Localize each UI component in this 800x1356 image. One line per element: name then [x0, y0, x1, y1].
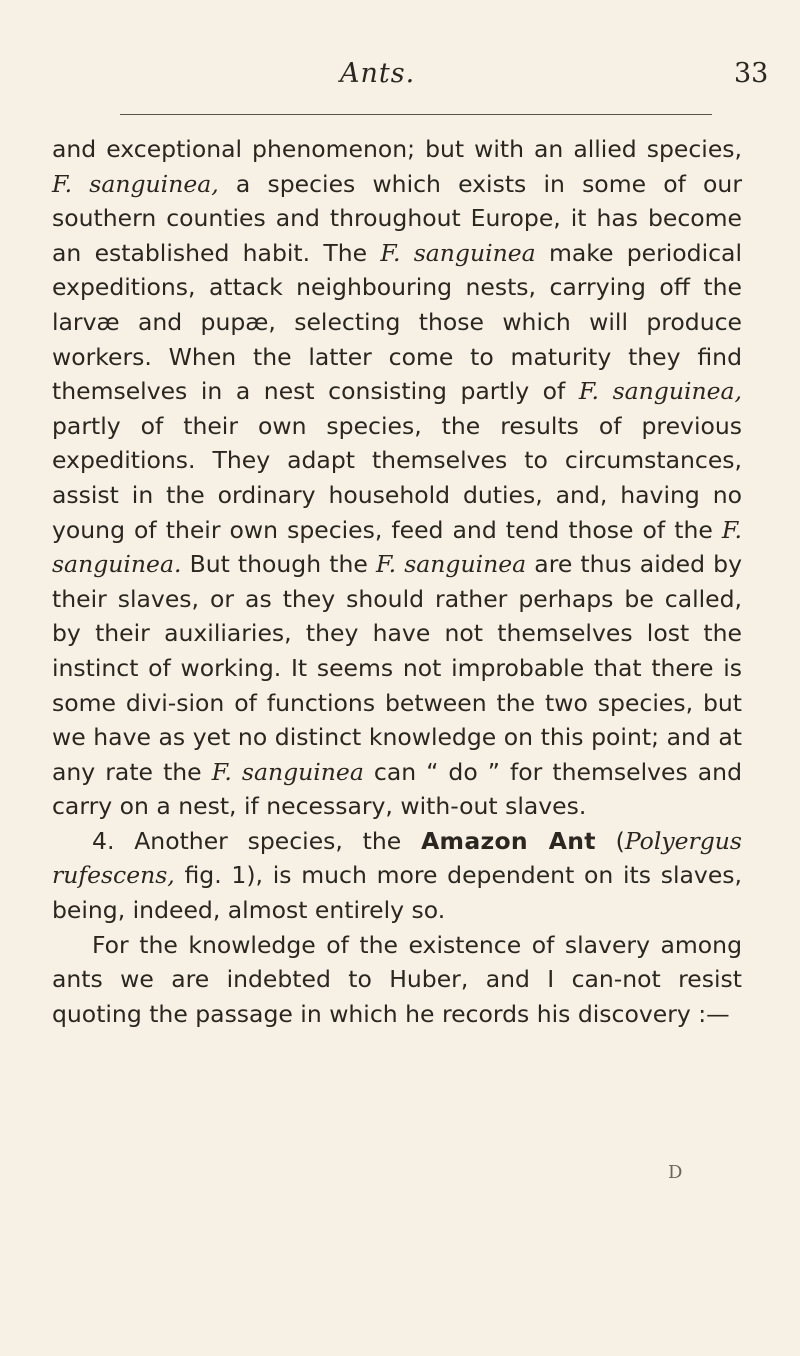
species-name-italic: F. sanguinea — [380, 238, 536, 267]
paragraph-2-text-2: ( — [595, 826, 625, 855]
species-name-italic: F. sanguinea. — [52, 515, 742, 579]
running-head — [0, 58, 800, 98]
paragraph-2-text-3: fig. 1), is much more dependent on its slaves, being, indeed, almost entirely so. — [52, 861, 742, 925]
paragraph-3 — [52, 928, 742, 1032]
paragraph-1-text-4: partly of their own species, the results of previous expeditions. They adapt themselves to circumstances, assist in the ordinary household duties, and, having no young of their own species, feed and tend those of the — [52, 411, 742, 544]
paragraph-2 — [52, 824, 742, 928]
amazon-ant-heading: Amazon Ant — [421, 826, 596, 855]
paragraph-1 — [52, 132, 742, 824]
species-name-italic: F. sanguinea, — [52, 169, 219, 198]
running-title: Ants. — [340, 58, 416, 89]
header-rule — [120, 114, 712, 115]
paragraph-1-text-6: are thus aided by their slaves, or as they should rather perhaps be called, by their auxiliaries, they have not themselves lost the instinct of working. It seems not improbable that there is some divi-sion of functions between the two species, but we have as yet no distinct knowledge on this point; and at any rate the — [52, 550, 742, 786]
paragraph-1-text-3: make periodical expeditions, attack neighbouring nests, carrying off the larvæ and pupæ, selecting those which will produce workers. When the latter come to maturity they find themselves in a nest consisting partly of — [52, 238, 742, 406]
paragraph-1-text-2: a species which exists in some of our southern counties and throughout Europe, it has become an established habit. The — [52, 169, 742, 267]
paragraph-2-text-1: 4. Another species, the — [92, 826, 422, 855]
species-name-italic: F. sanguinea, — [578, 377, 743, 406]
species-name-italic: F. sanguinea — [375, 550, 527, 579]
paragraph-1-text-5: But though the — [181, 550, 376, 579]
paragraph-3-text-1: For the knowledge of the existence of slavery among ants we are indebted to Huber, and I can-not resist quoting the passage in which he records his discovery :— — [52, 930, 742, 1028]
page-number: 33 — [734, 58, 769, 89]
paragraph-1-text-7: can “ do ” for themselves and carry on a nest, if necessary, with-out slaves. — [52, 757, 742, 821]
paragraph-1-text-1: and exceptional phenomenon; but with an allied species, — [52, 135, 742, 163]
signature-mark: D — [668, 1162, 683, 1183]
body-text — [52, 132, 742, 1031]
species-name-italic: F. sanguinea — [211, 757, 364, 786]
species-name-italic: Polyergus rufescens, — [52, 826, 742, 890]
